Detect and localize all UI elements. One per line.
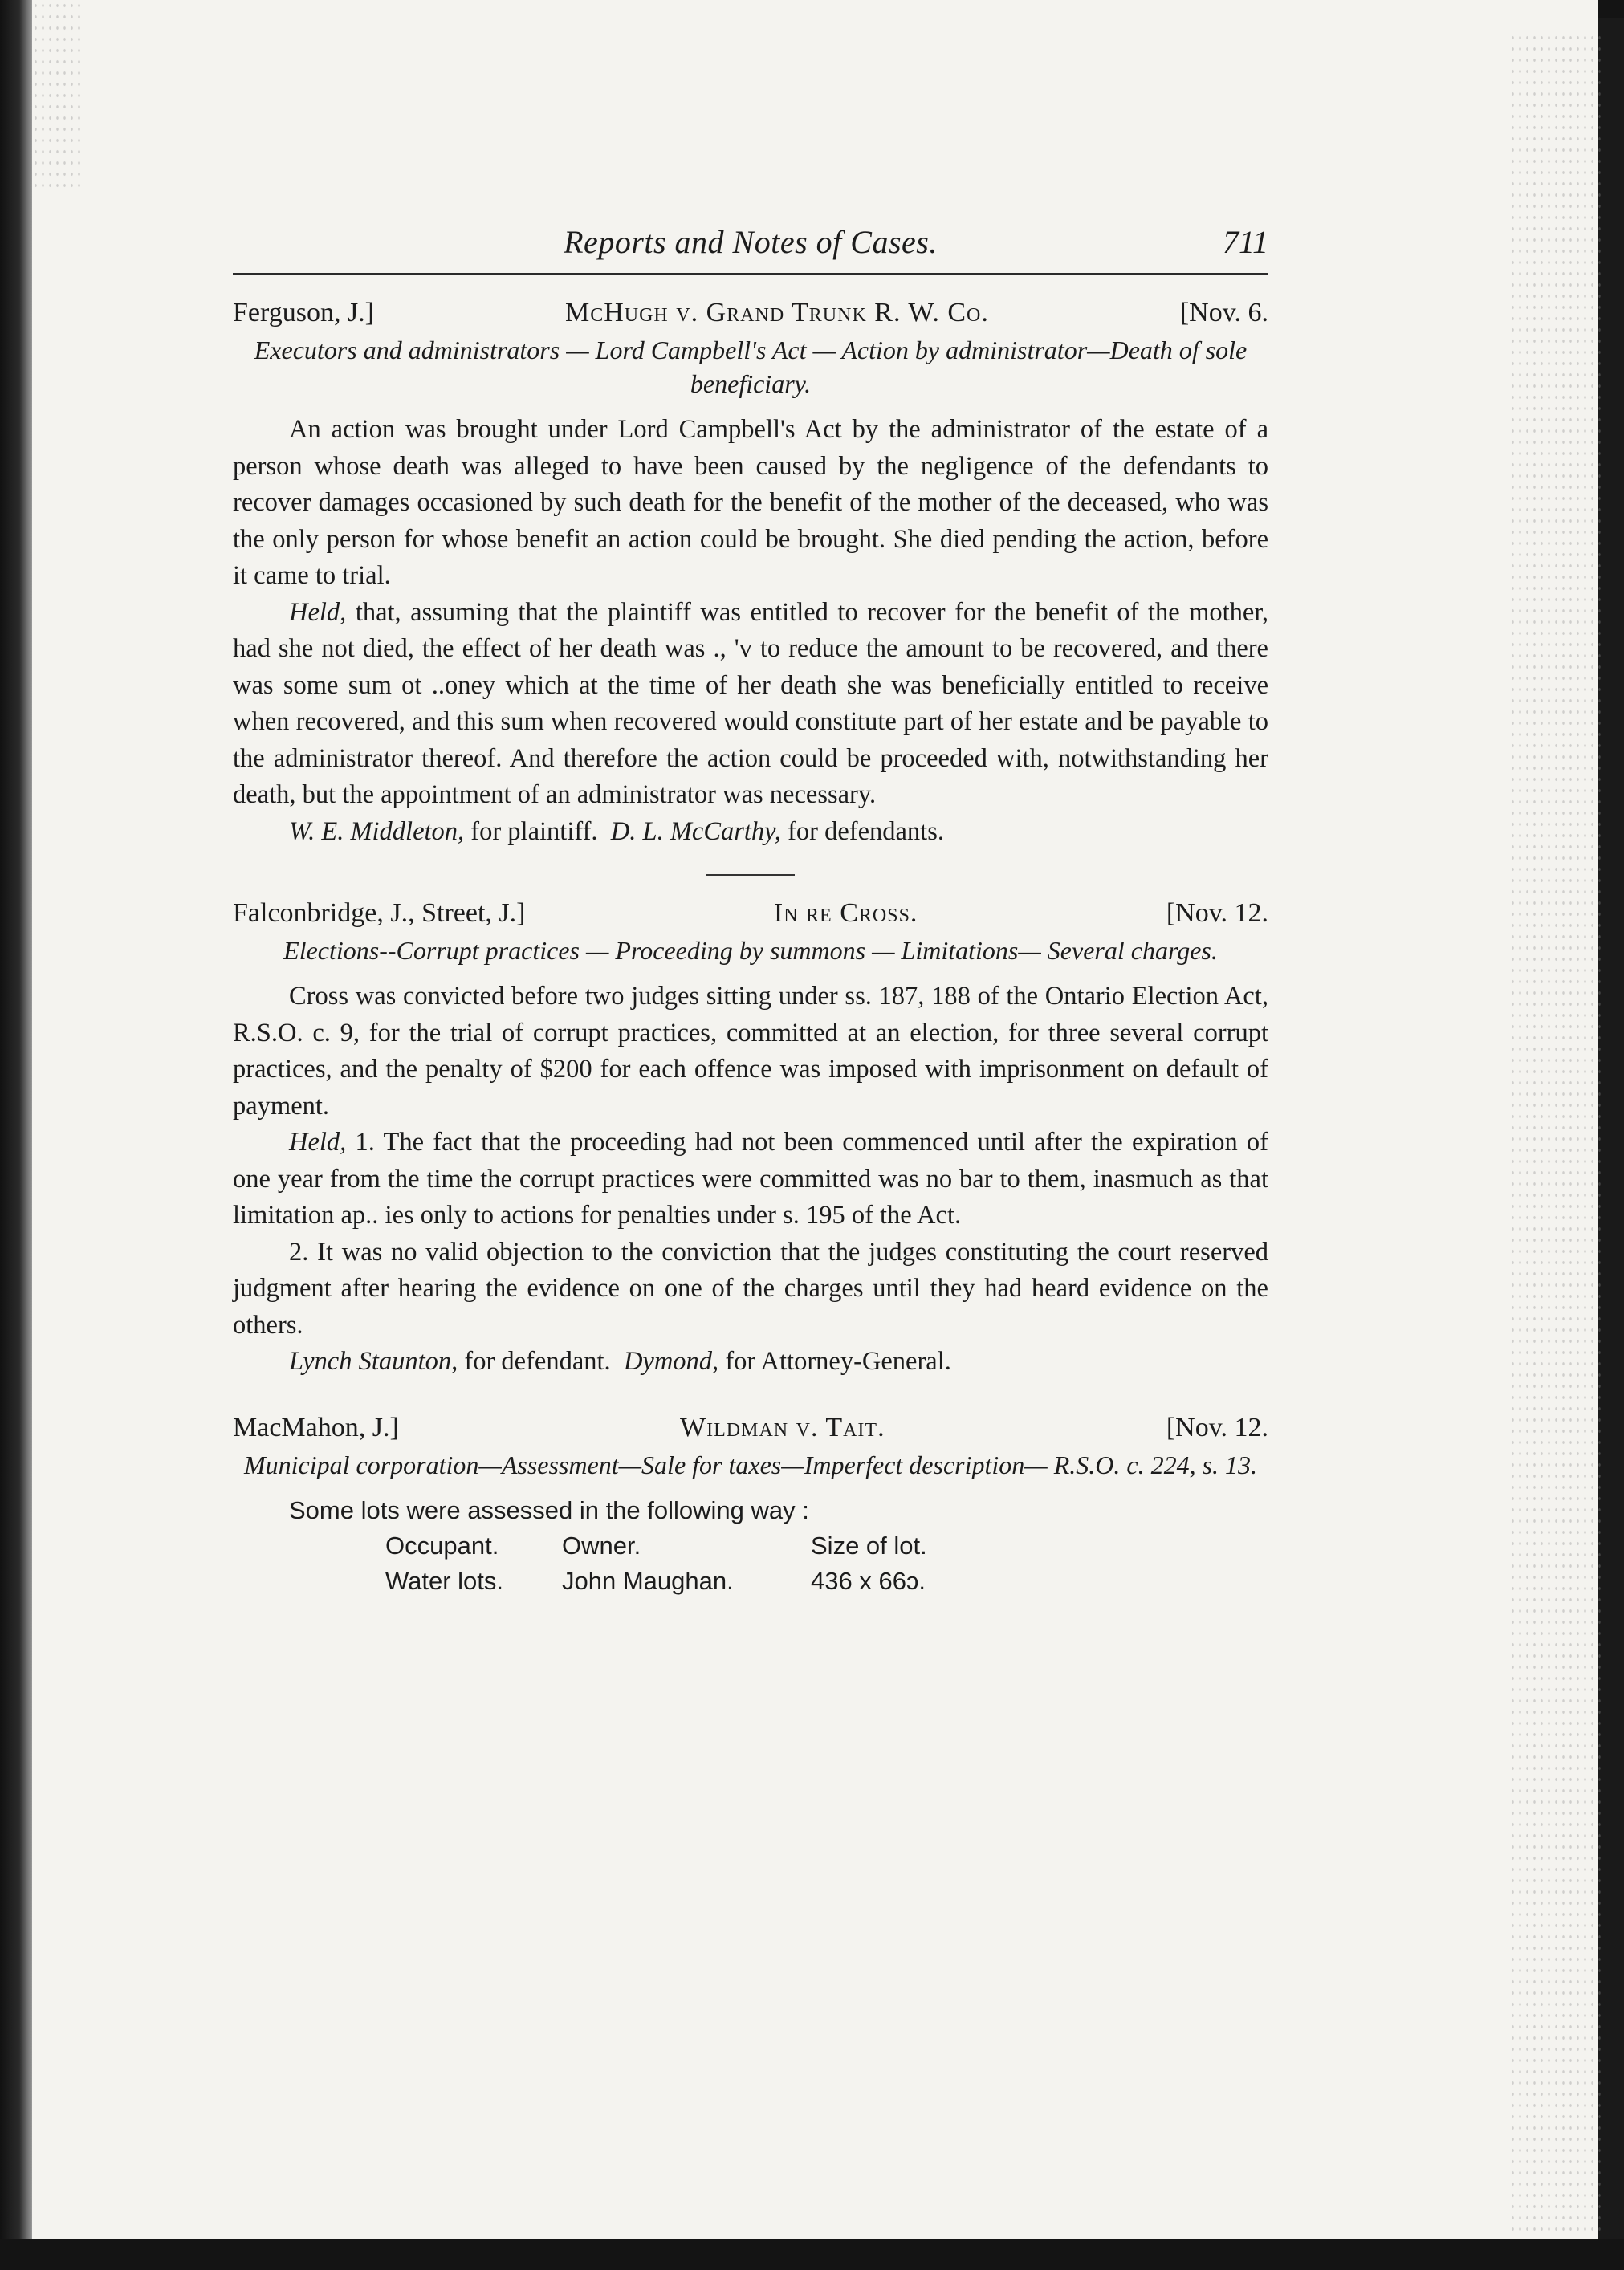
case-judge: Ferguson, J.] [233,298,374,327]
case-headnote: Executors and administrators — Lord Campbell's Act — Action by administrator—Death of sole beneficiary. [254,336,1248,398]
case-title: McHugh v. Grand Trunk R. W. Co. [564,298,989,327]
table-intro-text: Some lots were assessed in the following way : [289,1495,809,1524]
table-cell: 436 x 66ɔ. [811,1566,926,1595]
counsel-role: for defendants. [788,816,944,846]
case-title: Wildman v. Tait. [680,1412,885,1442]
scan-left-edge [0,0,32,2270]
case-separator [706,874,795,876]
table-cell: John Maughan. [562,1566,734,1595]
page-content [233,217,1268,1599]
case-paragraph: Cross was convicted before two judges sitting under ss. 187, 188 of the Ontario Election Act, R.S.O. c. 9, for the trial of corrupt practices, committed at an election, for three several corrupt practices, and the penalty of $200 for each offence was imposed with imprisonment on default of payment. [233,982,1268,1121]
table-cell: Water lots. [385,1566,503,1595]
lot-table [233,1493,1268,1599]
case-cross [233,898,1268,1381]
case-header [233,1413,1268,1443]
case-headnote: Municipal corporation—Assessment—Sale for taxes—Imperfect description— R.S.O. c. 224, s. 13. [243,1450,1258,1479]
table-row [289,1564,1268,1599]
page-number: 711 [1222,224,1268,260]
case-mchugh [233,298,1268,850]
case-holding [233,595,1268,814]
scan-noise-right [1509,32,1606,2231]
case-wildman [233,1413,1268,1599]
case-header [233,298,1268,328]
case-holding [233,1125,1268,1235]
counsel-role: for defendant. [464,1347,611,1376]
case-judge: MacMahon, J.] [233,1412,399,1442]
table-header-cell: Size of lot. [811,1531,927,1560]
case-paragraph: An action was brought under Lord Campbell's Act by the administrator of the estate of a person whose death was alleged to have been caused by the negligence of the defendants to recover damages occasioned by such death for the benefit of the mother of the deceased, who was the only person for whose benefit an action could be brought. She died pending the action, before it came to trial. [233,415,1268,590]
scan-bottom-edge [0,2239,1624,2270]
case-judge: Falconbridge, J., Street, J.] [233,898,526,928]
table-header-cell: Occupant. [385,1531,499,1560]
case-date: [Nov. 12. [1166,898,1268,928]
case-title: In re Cross. [773,898,918,928]
held-word: Held, [289,1128,347,1157]
counsel-name: W. E. Middleton, [289,816,465,846]
running-head-title: Reports and Notes of Cases. [564,224,938,260]
counsel-name: Lynch Staunton, [289,1347,458,1376]
counsel-name: D. L. McCarthy, [610,816,781,846]
case-holding-2: 2. It was no valid objection to the conviction that the judges constituting the court reserved judgment after hearing the evidence on one of the charges until they had heard evidence on the others. [233,1237,1268,1340]
case-headnote: Elections--Corrupt practices — Proceeding by summons — Limitations— Several charges. [283,936,1218,965]
counsel-name: Dymond, [623,1347,719,1376]
holding-text: 1. The fact that the proceeding had not been commenced until after the expiration of one year from the time the corrupt practices were committed was no bar to them, inasmuch as that limitation ap.. ies only to actions for penalties under s. 195 of the Act. [233,1128,1268,1230]
counsel-line [233,1344,1268,1381]
counsel-role: for Attorney-General. [725,1347,951,1376]
table-header-row [289,1528,1268,1564]
case-date: [Nov. 6. [1179,298,1268,327]
scan-noise-left [32,0,80,193]
table-header-cell: Owner. [562,1531,641,1560]
case-header [233,898,1268,929]
table-intro [289,1493,1268,1528]
holding-text: that, assuming that the plaintiff was entitled to recover for the benefit of the mother, had she not died, the effect of her death was ., 'v to reduce the amount to be recovered, and there was some sum ot ..oney which at the time of her death she was beneficially entitled to receive when recovered, and this sum when recovered would constitute part of her estate and be payable to the administrator thereof. And therefore the action could be proceeded with, notwithstanding her death, but the appointment of an administrator was necessary. [233,597,1269,809]
running-head [233,217,1268,275]
counsel-role: for plaintiff. [470,816,598,846]
case-date: [Nov. 12. [1166,1412,1268,1442]
counsel-line [233,814,1268,851]
held-word: Held, [289,597,347,627]
